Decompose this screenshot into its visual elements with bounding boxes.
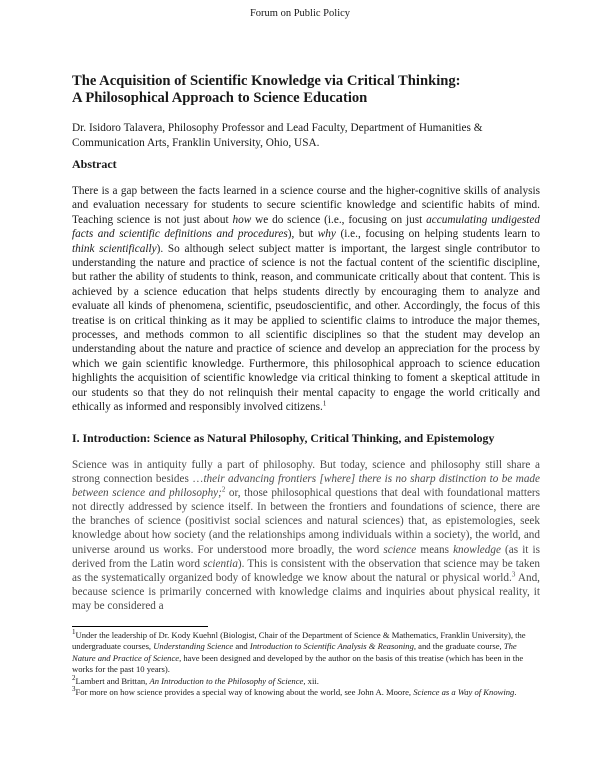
section-heading: I. Introduction: Science as Natural Philosophy, Critical Thinking, and Epistemology — [72, 431, 495, 445]
emph-accumulating: accumulating undigested facts and scientific definitions and procedures — [72, 213, 540, 241]
footnote-divider — [72, 626, 208, 627]
footnote-ref-1[interactable]: 1 — [322, 399, 327, 408]
footnote-ref-2[interactable]: 2 — [221, 485, 226, 494]
running-header: Forum on Public Policy — [249, 8, 351, 19]
footnote-2: $^2$Lambert and Brittan, An Introduction to the Philosophy of Science, xii. — [72, 673, 319, 686]
abstract-body: There is a gap between the facts learned in a science course and the higher-cognitive skills of analysis and evaluation necessary for students to secure scientific knowledge and scientific habits of mind. Teaching science is not just about how we do science (i.e., focusing on just accumulating undigested facts and scientific definitions and procedures), but why (i.e., focusing on helping students learn to think scientifically). So although select subject matter is important, the largest single contributor to understanding the nature and practice of science is not the factual content of the scientific discipline, but rather the ability of students to think, reason, and communicate critically about that content. This is achieved by a science education that helps students directly by encouraging them to analyze and evaluate all kinds of phenomena, scientific, pseudoscientific, and other. Accordingly, the focus of this treatise is on critical thinking as it may be applied to scientific claims to introduce the major themes, processes, and methods common to all scientific disciplines so that the student may develop an understanding about the nature and practice of science and develop an appreciation for the process by which we gain scientific knowledge. Furthermore, this philosophical approach to science education highlights the acquisition of scientific knowledge via critical thinking to foment a skeptical attitude in our students so that they do not relinquish their mental capacity to engage the world critically and ethically as informed and responsibly involved citizens.$^1$ — [72, 185, 541, 414]
abstract-heading: Abstract — [72, 157, 117, 171]
emph-why: why — [317, 228, 336, 241]
footnotes — [72, 630, 542, 698]
block-quote: their advancing frontiers [where] there is no sharp distinction to be made between science and philosophy; — [72, 473, 540, 500]
paper-title — [72, 73, 542, 107]
title-line-2: A Philosophical Approach to Science Education — [72, 90, 368, 106]
title-line-1: The Acquisition of Scientific Knowledge via Critical Thinking: — [72, 73, 461, 89]
author-affiliation: Dr. Isidoro Talavera, Philosophy Professor and Lead Faculty, Department of Humanities & Communication Arts, Franklin University, Ohio, USA. — [72, 122, 483, 149]
emph-think: think scientifically — [72, 242, 157, 255]
footnote-3: $^3$For more on how science provides a special way of knowing about the world, see John A. Moore, Science as a Way of Knowing. — [72, 685, 517, 698]
emph-how: how — [232, 213, 252, 226]
section-body: Science was in antiquity fully a part of philosophy. But today, science and philosophy still share a strong connection besides …their advancing frontiers [where] there is no sharp distinction to be made between science and philosophy;$^2$ or, those philosophical questions that deal with foundational matters not directly addressed by science itself. In between the frontiers and foundations of science, there are the branches of science (positivist social sciences and natural sciences) that, as epistemologies, seek knowledge about how society (and the relationships among individuals within a society), the world, and universe around us works. For understood more broadly, the word science means knowledge (as it is derived from the Latin word scientia). This is consistent with the observation that science may be taken as the systematically organized body of knowledge we know about the natural or physical world.$^3$ And, because science is primarily concerned with knowledge claims and inquiries about physical reality, it may be considered a — [72, 459, 541, 612]
footnote-ref-3[interactable]: 3 — [511, 570, 516, 579]
footnote-1: $^1$Under the leadership of Dr. Kody Kuehnl (Biologist, Chair of the Department of Science & Mathematics, Franklin University), the undergraduate courses, Understanding Science and Introduction to Scientific Analysis & Reasoning, and the graduate course, The Nature and Practice of Science, have been designed and developed by the author on the basis of this treatise (which has been in the works for the past 10 years). — [72, 628, 526, 675]
